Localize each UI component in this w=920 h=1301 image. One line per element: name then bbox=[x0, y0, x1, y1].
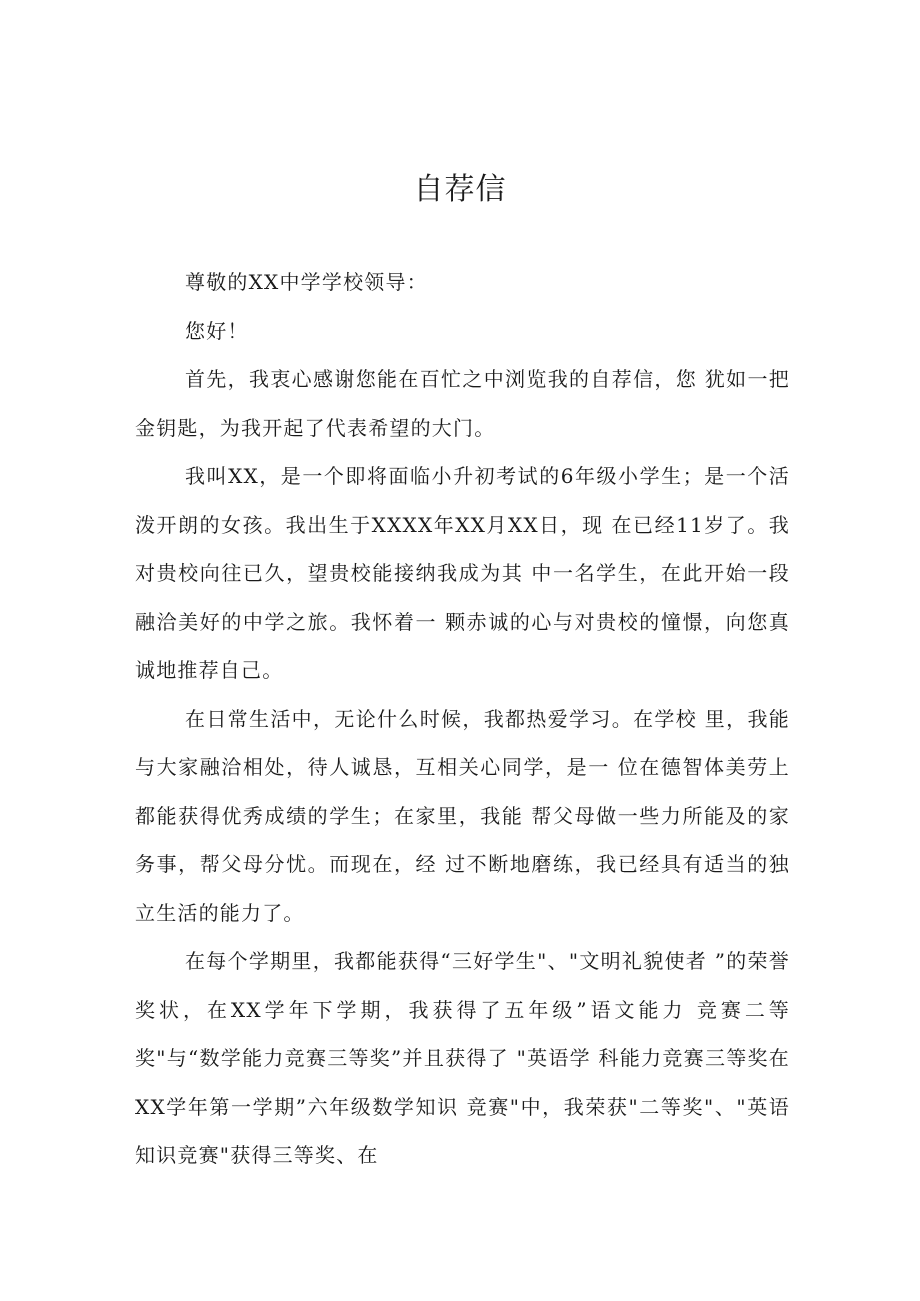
greeting: 您好！ bbox=[185, 318, 249, 343]
paragraph: 首先，我衷心感谢您能在百忙之中浏览我的自荐信，您 犹如一把金钥匙，为我开起了代表希望的大门。 bbox=[135, 367, 790, 440]
letter-body bbox=[135, 258, 790, 1180]
paragraph: 在日常生活中，无论什么时候，我都热爱学习。在学校 里，我能与大家融洽相处，待人诚恳，互相关心同学，是一 位在德智体美劳上都能获得优秀成绩的学生；在家里，我能 帮父母做一些力所能及的家务事，帮父母分忧。而现在，经 过不断地磨练，我已经具有适当的独立生活的能力了。 bbox=[135, 706, 790, 925]
salutation: 尊敬的XX中学学校领导： bbox=[185, 270, 428, 294]
paragraph: 我叫XX，是一个即将面临小升初考试的6年级小学生；是一个活泼开朗的女孩。我出生于XXXX年XX月XX日，现 在已经11岁了。我对贵校向往已久，望贵校能接纳我成为其 中一名学生，在此开始一段融洽美好的中学之旅。我怀着一 颗赤诚的心与对贵校的憧憬，向您真诚地推荐自己。 bbox=[135, 464, 790, 682]
page-title: 自荐信 bbox=[413, 172, 507, 207]
paragraph: 在每个学期里，我都能获得“三好学生"、"文明礼貌使者 ”的荣誉奖状，在XX学年下学期，我获得了五年级”语文能力 竞赛二等奖"与“数学能力竞赛三等奖”并且获得了 "英语学 科能力竞赛三等奖在XX学年第一学期”六年级数学知识 竞赛"中，我荣获"二等奖"、"英语知识竞赛"获得三等奖、在 bbox=[135, 949, 790, 1167]
